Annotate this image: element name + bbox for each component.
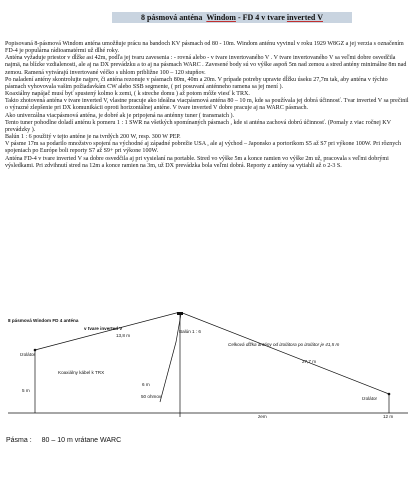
coax-cable xyxy=(160,314,181,402)
title-name: Windom xyxy=(206,13,236,22)
paragraph-tuning: Po naladení antény skontrolujte najprv, či anténa rezonuje v pásmach 80m, 40m a 20m. V prípade potreby upravte dĺžku úseku 27,7m tak, aby anténa v týchto pásmach vyhovovala vašim požiadavkám CW alebo SSB segmente, ( pri posuvaní anténneho ramena sa jej mení ). xyxy=(5,76,388,90)
insulator-right-label: Izolátor xyxy=(362,396,378,401)
right-length-label: 27,7 m xyxy=(302,359,317,364)
antenna-right-arm xyxy=(180,312,389,394)
paragraph-space: Anténa vyžaduje priestor v dĺžke asi 42m, podľa jej tvaru zavesenia : - rovná alebo - v tvare invertovaného V . V tvare invertovaného V sa veľmi dobre osvedčila najmä, na blízke vzdialenosti, ale aj na DX prevádzku a to aj na pásmach WARC . Zavesené body sú vo výške aspoň 5m nad zemou a stred antény minimálne 8m nad zemou. Ramená vytvárajú invertované véčko s uhlom približne 100 – 120 stupňov. xyxy=(5,55,407,76)
coax-note: Koaxiálny kábel k TRX xyxy=(58,370,105,375)
title-middle: - FD 4 v tvare xyxy=(235,13,287,22)
paragraph-portable: Anténa FD-4 v tvare inverted V sa dobre osvedčila aj pri vysielaní na portable. Stred vo výške 5m a konce ramien vo výške 2m už, pracovala s veľmi dobrými výsledkami. Pri zdvihnutí stred na 12m a konce ramien na 3m, už DX prevádzka bola veľmi dobrá. Reporty z antény sa vytiahli až o 2-3 S. xyxy=(5,155,389,169)
left-length-label: 13,8 m xyxy=(116,333,131,338)
ground-label: zem xyxy=(258,414,267,419)
diagram-heading-1: 8 pásmová Windom FD 4 anténa xyxy=(8,318,79,323)
height-mid-label: 6 m xyxy=(142,382,150,387)
insulator-left-icon xyxy=(34,349,37,352)
article-body xyxy=(5,41,409,170)
antenna-diagram xyxy=(0,312,415,436)
paragraph-balun: Balún 1 : 6 použitý v tejto anténe je na tvrdých 200 W, resp. 300 W PEP. xyxy=(5,134,181,141)
title-prefix: 8 pásmová anténa xyxy=(140,13,203,22)
paragraph-tuner: Ako univerzálna viacpásmová anténa, je dobré ak je pripojená na anténny tuner ( transmatch ). xyxy=(5,112,235,119)
paragraph-coax: Koaxiálny napájač musí byť spustený kolmo k zemi, ( k streche domu ) až potom môže viesť k TRX. xyxy=(5,91,250,98)
paragraph-performance: Takto zhotovená anténa v tvare inverted V, vlastne pracuje ako ideálna viacpásmová anténa 80 – 10 m, kde sa používala jej dobrá účinnosť. Tvar inverted V sa prečinil o výrazné zlepšenie pri DX komunikácii oproti horizontálnej anténe. V tvare inverted V dobre pracuje aj na WARC pásmach. xyxy=(5,98,409,112)
bands-value: 80 – 10 m vrátane WARC xyxy=(41,437,122,444)
bands-label: Pásma : xyxy=(6,437,32,444)
paragraph-17m: V pásme 17m sa podarilo množstvo spojení na východné aj západné pobrežie USA , ale aj východ – Japonsko a portorikom S5 až S7 pri výkone 100W. Pri rôznych spojeniach po Európe boli reporty S7 až S9+ pri výkone 100W. xyxy=(5,141,401,155)
insulator-left-label: Izolátor xyxy=(20,352,36,357)
balun-box xyxy=(177,312,183,315)
insulator-right-icon xyxy=(388,393,391,396)
height-right-label: 12 m xyxy=(383,414,394,419)
total-length-note: Celková dĺžka antény od izolátora po izolátor je 41,5 m xyxy=(228,342,340,347)
balun-label: Balún 1 : 6 xyxy=(179,329,201,334)
title-shape: inverted V xyxy=(286,13,323,22)
height-left-label: 5 m xyxy=(22,388,30,393)
paragraph-swr: Tento tuner pohodlne doladí anténu k pomeru 1 : 1 SWR na všetkých spomínaných pásmach , kde si anténa zachová dobrú účinnosť. (Pomaly z viac ročnej KV prevádzky ). xyxy=(5,119,391,133)
page-title xyxy=(112,12,352,23)
paragraph-intro: Popisovaná 8-pásmová Windom anténa umožňuje prácu na bandoch KV pásmach od 80 - 10m. Windom anténu vyvinul v roku 1929 W8GZ a jej verzia s označením FD-4 je populárna rádioamatérmi už dlhé roky. xyxy=(5,41,404,55)
bands-line xyxy=(6,437,129,444)
diagram-heading-2: v tvare inverted V xyxy=(84,326,123,331)
mast-label: 50 ohmov xyxy=(141,394,162,399)
